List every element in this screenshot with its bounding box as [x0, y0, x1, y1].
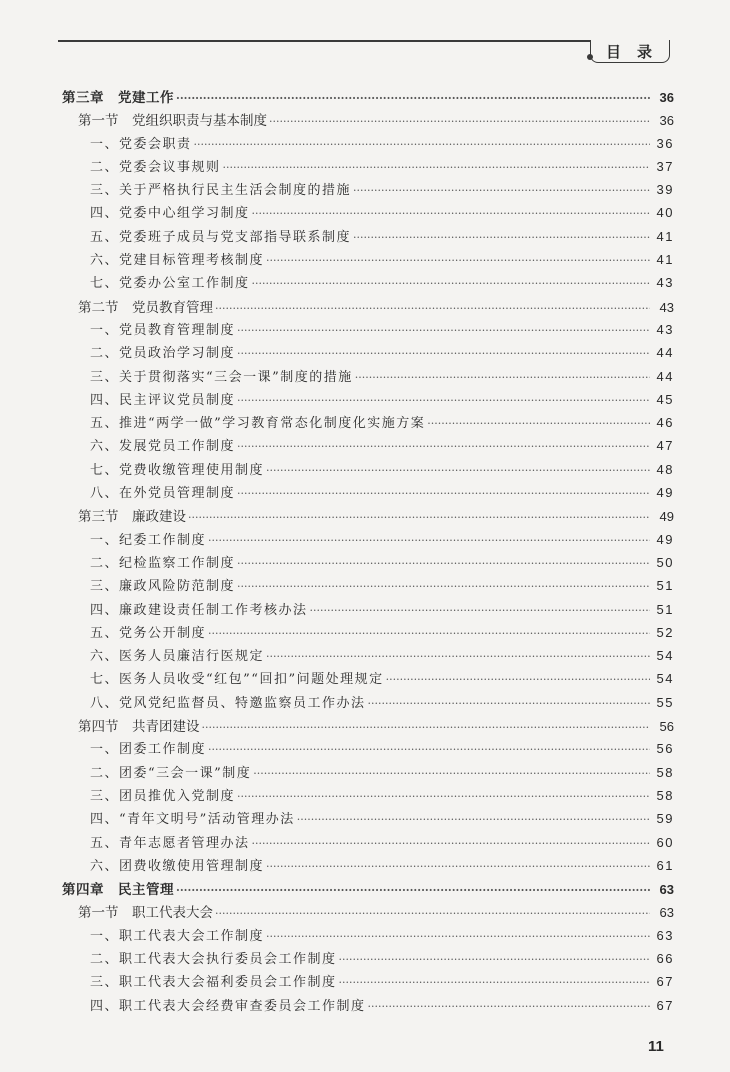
toc-entry-page: 41 — [656, 252, 674, 268]
toc-item — [62, 389, 674, 412]
toc-entry-title: 七、医务人员收受“红包”“回扣”问题处理规定 — [90, 672, 384, 688]
toc-entry-title: 第一节 党组织职责与基本制度 — [78, 113, 267, 130]
dot-leader — [266, 929, 650, 944]
toc-entry-page: 52 — [656, 624, 674, 640]
toc-item — [62, 202, 674, 225]
toc-entry-title: 三、职工代表大会福利委员会工作制度 — [90, 975, 337, 991]
toc-entry-page: 36 — [659, 113, 674, 129]
dot-leader — [339, 975, 650, 990]
toc-entry-page: 48 — [656, 461, 674, 477]
toc-item — [62, 645, 674, 668]
dot-leader — [188, 509, 650, 525]
dot-leader — [427, 416, 650, 431]
toc-item — [62, 855, 674, 878]
toc-item — [62, 366, 674, 389]
toc-entry-page: 46 — [656, 415, 674, 431]
toc-entry-title: 五、青年志愿者管理办法 — [90, 835, 250, 851]
toc-section — [62, 109, 674, 132]
toc-entry-title: 三、团员推优入党制度 — [90, 788, 236, 804]
dot-leader — [386, 672, 650, 687]
toc-entry-title: 一、团委工作制度 — [90, 742, 207, 758]
contents-tab-label: 目录 — [605, 42, 668, 61]
toc-entry-title: 二、纪检监察工作制度 — [90, 555, 236, 571]
toc-entry-page: 44 — [656, 345, 674, 361]
toc-entry-page: 36 — [659, 90, 674, 105]
toc-entry-page: 66 — [656, 950, 674, 966]
toc-entry-page: 44 — [656, 368, 674, 384]
toc-entry-title: 四、党委中心组学习制度 — [90, 206, 250, 222]
toc-entry-title: 第三节 廉政建设 — [78, 509, 186, 526]
toc-item — [62, 948, 674, 971]
toc-entry-title: 第四章 民主管理 — [62, 882, 174, 899]
toc-item — [62, 342, 674, 365]
dot-leader — [202, 719, 651, 735]
toc-entry-page: 63 — [659, 905, 674, 921]
dot-leader — [223, 160, 650, 175]
toc-item — [62, 179, 674, 202]
dot-leader — [237, 346, 650, 361]
dot-leader — [353, 183, 650, 198]
toc-entry-page: 61 — [656, 857, 674, 873]
dot-leader — [237, 323, 650, 338]
dot-leader — [266, 253, 650, 268]
toc-entry-page: 63 — [659, 882, 674, 898]
dot-leader — [297, 812, 650, 827]
toc-entry-title: 五、党务公开制度 — [90, 625, 207, 641]
toc-item — [62, 832, 674, 855]
dot-leader — [355, 370, 650, 385]
toc-entry-title: 第一节 职工代表大会 — [78, 905, 213, 922]
toc-entry-title: 二、职工代表大会执行委员会工作制度 — [90, 951, 337, 967]
toc-entry-page: 43 — [656, 275, 674, 291]
dot-leader — [252, 206, 650, 221]
toc-entry-title: 三、廉政风险防范制度 — [90, 579, 236, 595]
toc-section — [62, 715, 674, 738]
toc-entry-page: 58 — [656, 764, 674, 780]
toc-entry-title: 二、党员政治学习制度 — [90, 346, 236, 362]
dot-leader — [208, 742, 650, 757]
toc-entry-page: 56 — [656, 741, 674, 757]
dot-leader — [266, 859, 650, 874]
page-number: 11 — [648, 1038, 664, 1055]
toc-chapter — [62, 878, 674, 901]
tab-dot — [587, 54, 593, 60]
dot-leader — [339, 952, 650, 967]
dot-leader — [237, 556, 650, 571]
toc-entry-title: 一、职工代表大会工作制度 — [90, 928, 265, 944]
toc-section — [62, 296, 674, 319]
toc-entry-title: 第二节 党员教育管理 — [78, 299, 213, 316]
toc-entry-page: 41 — [656, 228, 674, 244]
contents-tab — [590, 40, 670, 63]
toc-item — [62, 529, 674, 552]
toc-entry-title: 八、党风党纪监督员、特邀监察员工作办法 — [90, 695, 366, 711]
dot-leader — [368, 999, 650, 1014]
toc-item — [62, 762, 674, 785]
toc-entry-title: 六、党建目标管理考核制度 — [90, 253, 265, 269]
toc-item — [62, 808, 674, 831]
toc-entry-page: 49 — [659, 509, 674, 525]
toc-entry-title: 二、团委“三会一课”制度 — [90, 765, 252, 781]
toc-entry-page: 55 — [656, 694, 674, 710]
header-rule — [58, 40, 658, 42]
toc-entry-title: 七、党委办公室工作制度 — [90, 276, 250, 292]
dot-leader — [237, 439, 650, 454]
toc-entry-page: 56 — [659, 719, 674, 735]
dot-leader — [266, 649, 650, 664]
toc-item — [62, 925, 674, 948]
toc-item — [62, 249, 674, 272]
toc-entry-page: 63 — [656, 927, 674, 943]
toc-entry-page: 50 — [656, 554, 674, 570]
toc-item — [62, 482, 674, 505]
dot-leader — [215, 300, 650, 316]
toc-entry-page: 60 — [656, 834, 674, 850]
dot-leader — [368, 696, 650, 711]
toc-item — [62, 971, 674, 994]
dot-leader — [353, 230, 650, 245]
toc-entry-page: 43 — [659, 299, 674, 315]
toc-entry-title: 四、“青年文明号”活动管理办法 — [90, 812, 295, 828]
toc-item — [62, 226, 674, 249]
toc-entry-page: 51 — [656, 578, 674, 594]
toc-chapter — [62, 86, 674, 109]
toc-item — [62, 459, 674, 482]
toc-entry-title: 第四节 共青团建设 — [78, 719, 200, 736]
dot-leader — [266, 463, 650, 478]
dot-leader — [237, 579, 650, 594]
toc-item — [62, 575, 674, 598]
toc-entry-page: 51 — [656, 601, 674, 617]
toc-entry-page: 36 — [656, 135, 674, 151]
dot-leader — [252, 276, 650, 291]
toc-entry-page: 45 — [656, 391, 674, 407]
toc-entry-title: 一、党员教育管理制度 — [90, 322, 236, 338]
toc-item — [62, 622, 674, 645]
toc-item — [62, 995, 674, 1018]
toc-entry-page: 47 — [656, 438, 674, 454]
toc-item — [62, 435, 674, 458]
toc-item — [62, 599, 674, 622]
toc-entry-title: 六、医务人员廉洁行医规定 — [90, 649, 265, 665]
dot-leader — [215, 905, 650, 921]
toc-entry-title: 一、党委会职责 — [90, 136, 192, 152]
dot-leader — [269, 113, 650, 129]
toc-entry-title: 六、发展党员工作制度 — [90, 439, 236, 455]
dot-leader — [176, 90, 650, 106]
dot-leader — [208, 533, 650, 548]
toc-section — [62, 901, 674, 924]
toc-entry-title: 五、党委班子成员与党支部指导联系制度 — [90, 229, 352, 245]
dot-leader — [310, 603, 650, 618]
toc-item — [62, 412, 674, 435]
toc-item — [62, 552, 674, 575]
toc-entry-title: 八、在外党员管理制度 — [90, 486, 236, 502]
toc-item — [62, 668, 674, 691]
toc-entry-page: 49 — [656, 531, 674, 547]
dot-leader — [194, 137, 650, 152]
dot-leader — [237, 393, 650, 408]
toc-entry-page: 39 — [656, 182, 674, 198]
toc-entry-title: 三、关于贯彻落实“三会一课”制度的措施 — [90, 369, 353, 385]
toc-entry-page: 54 — [656, 648, 674, 664]
toc-entry-title: 三、关于严格执行民主生活会制度的措施 — [90, 183, 352, 199]
dot-leader — [252, 836, 650, 851]
toc-entry-title: 一、纪委工作制度 — [90, 532, 207, 548]
toc-item — [62, 692, 674, 715]
toc-entry-page: 43 — [656, 321, 674, 337]
toc-item — [62, 738, 674, 761]
toc-item — [62, 319, 674, 342]
toc-entry-title: 二、党委会议事规则 — [90, 159, 221, 175]
toc-section — [62, 505, 674, 528]
toc-entry-title: 四、廉政建设责任制工作考核办法 — [90, 602, 308, 618]
toc-entry-page: 54 — [656, 671, 674, 687]
toc-entry-page: 49 — [656, 485, 674, 501]
toc-entry-page: 37 — [656, 158, 674, 174]
dot-leader — [176, 882, 650, 898]
toc-item — [62, 785, 674, 808]
toc-item — [62, 133, 674, 156]
toc-entry-page: 67 — [656, 997, 674, 1013]
toc-entry-title: 四、职工代表大会经费审查委员会工作制度 — [90, 998, 366, 1014]
toc-entry-title: 六、团费收缴使用管理制度 — [90, 858, 265, 874]
toc-entry-page: 58 — [656, 787, 674, 803]
dot-leader — [208, 626, 650, 641]
dot-leader — [253, 766, 650, 781]
toc-entry-page: 67 — [656, 974, 674, 990]
toc-item — [62, 272, 674, 295]
toc-entry-title: 第三章 党建工作 — [62, 90, 174, 106]
toc-entry-page: 59 — [656, 811, 674, 827]
table-of-contents — [62, 86, 674, 1018]
toc-entry-title: 五、推进“两学一做”学习教育常态化制度化实施方案 — [90, 416, 426, 432]
toc-entry-title: 四、民主评议党员制度 — [90, 392, 236, 408]
toc-item — [62, 156, 674, 179]
dot-leader — [237, 486, 650, 501]
toc-entry-page: 40 — [656, 205, 674, 221]
dot-leader — [237, 789, 650, 804]
toc-entry-title: 七、党费收缴管理使用制度 — [90, 462, 265, 478]
